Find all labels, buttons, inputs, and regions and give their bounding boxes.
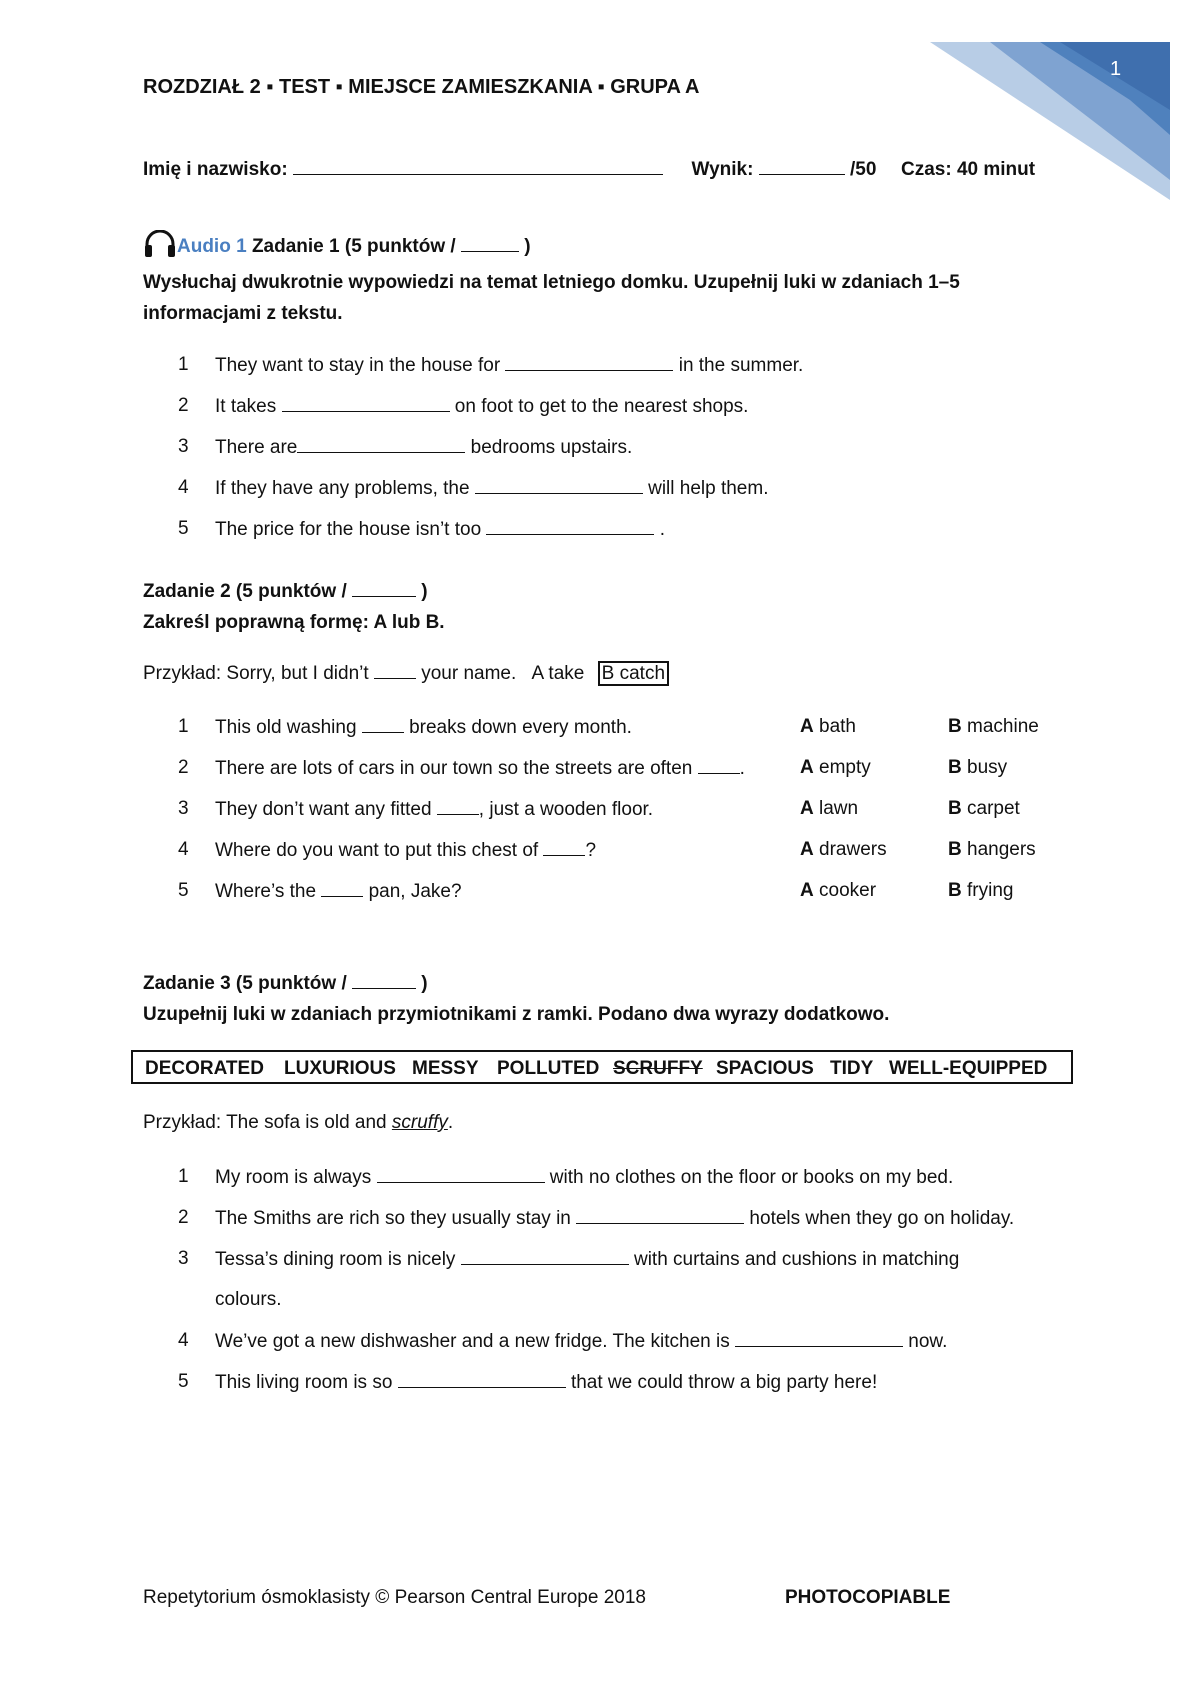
item-number: 1: [178, 1166, 189, 1187]
item-text: They want to stay in the house for: [215, 355, 506, 376]
task1-title-end: ): [518, 236, 531, 257]
item-text-end: , just a wooden floor.: [478, 799, 654, 820]
item-text-end: pan, Jake?: [363, 881, 462, 902]
option-letter: B: [948, 798, 962, 819]
item-number: 1: [178, 716, 189, 737]
answer-gap[interactable]: [297, 436, 465, 453]
item-text-end: that we could throw a big party here!: [565, 1372, 878, 1393]
name-label: Imię i nazwisko:: [143, 159, 288, 180]
word-option: WELL-EQUIPPED: [889, 1058, 1048, 1079]
word-option: POLLUTED: [497, 1058, 600, 1079]
task3-example: [143, 1112, 453, 1134]
item-number: 5: [178, 880, 189, 901]
item-text: Tessa’s dining room is nicely: [215, 1249, 461, 1270]
item-text: This living room is so: [215, 1372, 398, 1393]
answer-gap: [321, 880, 363, 897]
item-number: 3: [178, 1248, 189, 1269]
answer-gap[interactable]: [282, 395, 450, 412]
item-number: 2: [178, 395, 189, 416]
task2-instruction: Zakreśl poprawną formę: A lub B.: [143, 612, 445, 633]
item-text-cont: colours.: [215, 1289, 282, 1310]
name-field[interactable]: [293, 156, 663, 175]
task3-title-end: ): [416, 973, 428, 994]
item-number: 2: [178, 1207, 189, 1228]
example-option-a: A take: [531, 663, 585, 684]
footer-photocopiable: PHOTOCOPIABLE: [785, 1587, 951, 1608]
task2-title: Zadanie 2 (5 punktów /: [143, 581, 353, 602]
option-text: drawers: [819, 839, 887, 860]
option-a[interactable]: [800, 839, 887, 861]
option-b[interactable]: [948, 880, 1013, 902]
task1-instruction-cont: informacjami z tekstu.: [143, 303, 343, 324]
chapter-title: ROZDZIAŁ 2 ▪ TEST ▪ MIEJSCE ZAMIESZKANIA ▪ GRUPA A: [143, 76, 700, 98]
option-text: bath: [819, 716, 856, 737]
item-number: 3: [178, 798, 189, 819]
word-option: DECORATED: [145, 1058, 264, 1079]
option-a[interactable]: [800, 798, 858, 820]
item-text: There are: [215, 437, 298, 458]
item-text: It takes: [215, 396, 282, 417]
item-text: The price for the house isn’t too: [215, 519, 487, 540]
task1-instruction: Wysłuchaj dwukrotnie wypowiedzi na temat letniego domku. Uzupełnij luki w zdaniach 1–5: [143, 272, 960, 293]
item-text: The Smiths are rich so they usually stay in: [215, 1208, 577, 1229]
word-box: [131, 1050, 1073, 1084]
word-option: TIDY: [830, 1058, 874, 1079]
example-text: Sorry, but I didn’t: [221, 663, 374, 684]
option-letter: A: [800, 716, 814, 737]
footer-copyright: Repetytorium ósmoklasisty © Pearson Central Europe 2018: [143, 1587, 646, 1608]
page-number: 1: [1110, 58, 1122, 80]
option-text: empty: [819, 757, 871, 778]
word-option: LUXURIOUS: [284, 1058, 396, 1079]
example-gap: [374, 662, 416, 679]
option-letter: B: [948, 880, 962, 901]
time-label: Czas: 40 minut: [900, 159, 1036, 180]
item-text: We’ve got a new dishwasher and a new fridge. The kitchen is: [215, 1331, 735, 1352]
option-text: hangers: [967, 839, 1036, 860]
answer-gap[interactable]: [461, 1248, 629, 1265]
answer-gap[interactable]: [505, 354, 673, 371]
word-option-used: SCRUFFY: [613, 1058, 703, 1079]
task2-title-end: ): [416, 581, 428, 602]
option-b[interactable]: [948, 798, 1020, 820]
answer-gap[interactable]: [486, 518, 654, 535]
score-field[interactable]: [759, 156, 845, 175]
example-text: The sofa is old and: [221, 1112, 392, 1133]
task2-example: [143, 662, 669, 685]
item-text-end: will help them.: [642, 478, 769, 499]
answer-gap: [362, 716, 404, 733]
item-text: Where do you want to put this chest of: [215, 840, 544, 861]
option-letter: A: [800, 798, 814, 819]
example-label: Przykład:: [143, 663, 222, 684]
word-option: MESSY: [412, 1058, 479, 1079]
option-text: lawn: [819, 798, 859, 819]
option-letter: A: [800, 880, 814, 901]
item-text-end: breaks down every month.: [403, 717, 632, 738]
example-text-end: .: [447, 1112, 454, 1133]
option-b[interactable]: [948, 839, 1036, 861]
item-text-end: ?: [585, 840, 597, 861]
task1-heading: [143, 230, 531, 258]
answer-gap[interactable]: [377, 1166, 545, 1183]
item-text: If they have any problems, the: [215, 478, 475, 499]
item-text-end: hotels when they go on holiday.: [744, 1208, 1015, 1229]
answer-gap: [437, 798, 479, 815]
answer-gap: [543, 839, 585, 856]
item-text: Where’s the: [215, 881, 322, 902]
option-a[interactable]: [800, 880, 876, 902]
item-text-end: .: [654, 519, 665, 540]
option-a[interactable]: [800, 757, 871, 779]
item-text-end: with curtains and cushions in matching: [628, 1249, 960, 1270]
answer-gap[interactable]: [475, 477, 643, 494]
score-label: Wynik:: [691, 159, 754, 180]
task2-points-field[interactable]: [352, 580, 416, 597]
word-option: SPACIOUS: [716, 1058, 814, 1079]
item-text-end: .: [739, 758, 745, 779]
option-b[interactable]: [948, 716, 1039, 738]
item-number: 5: [178, 518, 189, 539]
item-number: 4: [178, 839, 189, 860]
option-text: cooker: [819, 880, 877, 901]
option-text: machine: [967, 716, 1039, 737]
item-text: This old washing: [215, 717, 362, 738]
item-text: They don’t want any fitted: [215, 799, 437, 820]
option-letter: B: [948, 716, 962, 737]
audio-label: Audio 1: [177, 236, 247, 257]
option-text: carpet: [967, 798, 1020, 819]
headphones-icon: [143, 230, 177, 258]
task3-points-field[interactable]: [352, 972, 416, 989]
option-text: busy: [967, 757, 1008, 778]
item-text: There are lots of cars in our town so the streets are often: [215, 758, 698, 779]
option-b[interactable]: [948, 757, 1007, 779]
option-letter: A: [800, 757, 814, 778]
item-text-end: in the summer.: [673, 355, 804, 376]
item-number: 4: [178, 477, 189, 498]
item-text-end: on foot to get to the nearest shops.: [449, 396, 749, 417]
example-text-end: your name.: [415, 663, 517, 684]
answer-gap[interactable]: [398, 1371, 566, 1388]
task1-points-field[interactable]: [461, 235, 519, 252]
example-word: scruffy: [391, 1112, 448, 1133]
item-number: 1: [178, 354, 189, 375]
task2-heading: [143, 580, 428, 603]
item-number: 3: [178, 436, 189, 457]
option-text: frying: [967, 880, 1014, 901]
option-a[interactable]: [800, 716, 856, 738]
item-text-end: now.: [902, 1331, 948, 1352]
option-letter: B: [948, 757, 962, 778]
score-max: /50: [850, 159, 877, 180]
example-label: Przykład:: [143, 1112, 222, 1133]
item-number: 2: [178, 757, 189, 778]
item-text-end: with no clothes on the floor or books on my bed.: [544, 1167, 954, 1188]
option-letter: B: [948, 839, 962, 860]
answer-gap[interactable]: [576, 1207, 744, 1224]
item-number: 4: [178, 1330, 189, 1351]
example-option-b-circled: B catch: [598, 661, 669, 686]
task3-instruction: Uzupełnij luki w zdaniach przymiotnikami z ramki. Podano dwa wyrazy dodatkowo.: [143, 1004, 890, 1025]
item-text-end: bedrooms upstairs.: [465, 437, 633, 458]
item-number: 5: [178, 1371, 189, 1392]
item-text: My room is always: [215, 1167, 377, 1188]
task3-title: Zadanie 3 (5 punktów /: [143, 973, 353, 994]
student-info-row: [143, 156, 1035, 181]
answer-gap[interactable]: [735, 1330, 903, 1347]
task3-heading: [143, 972, 428, 995]
option-letter: A: [800, 839, 814, 860]
answer-gap: [698, 757, 740, 774]
task1-title: Zadanie 1 (5 punktów /: [251, 236, 461, 257]
